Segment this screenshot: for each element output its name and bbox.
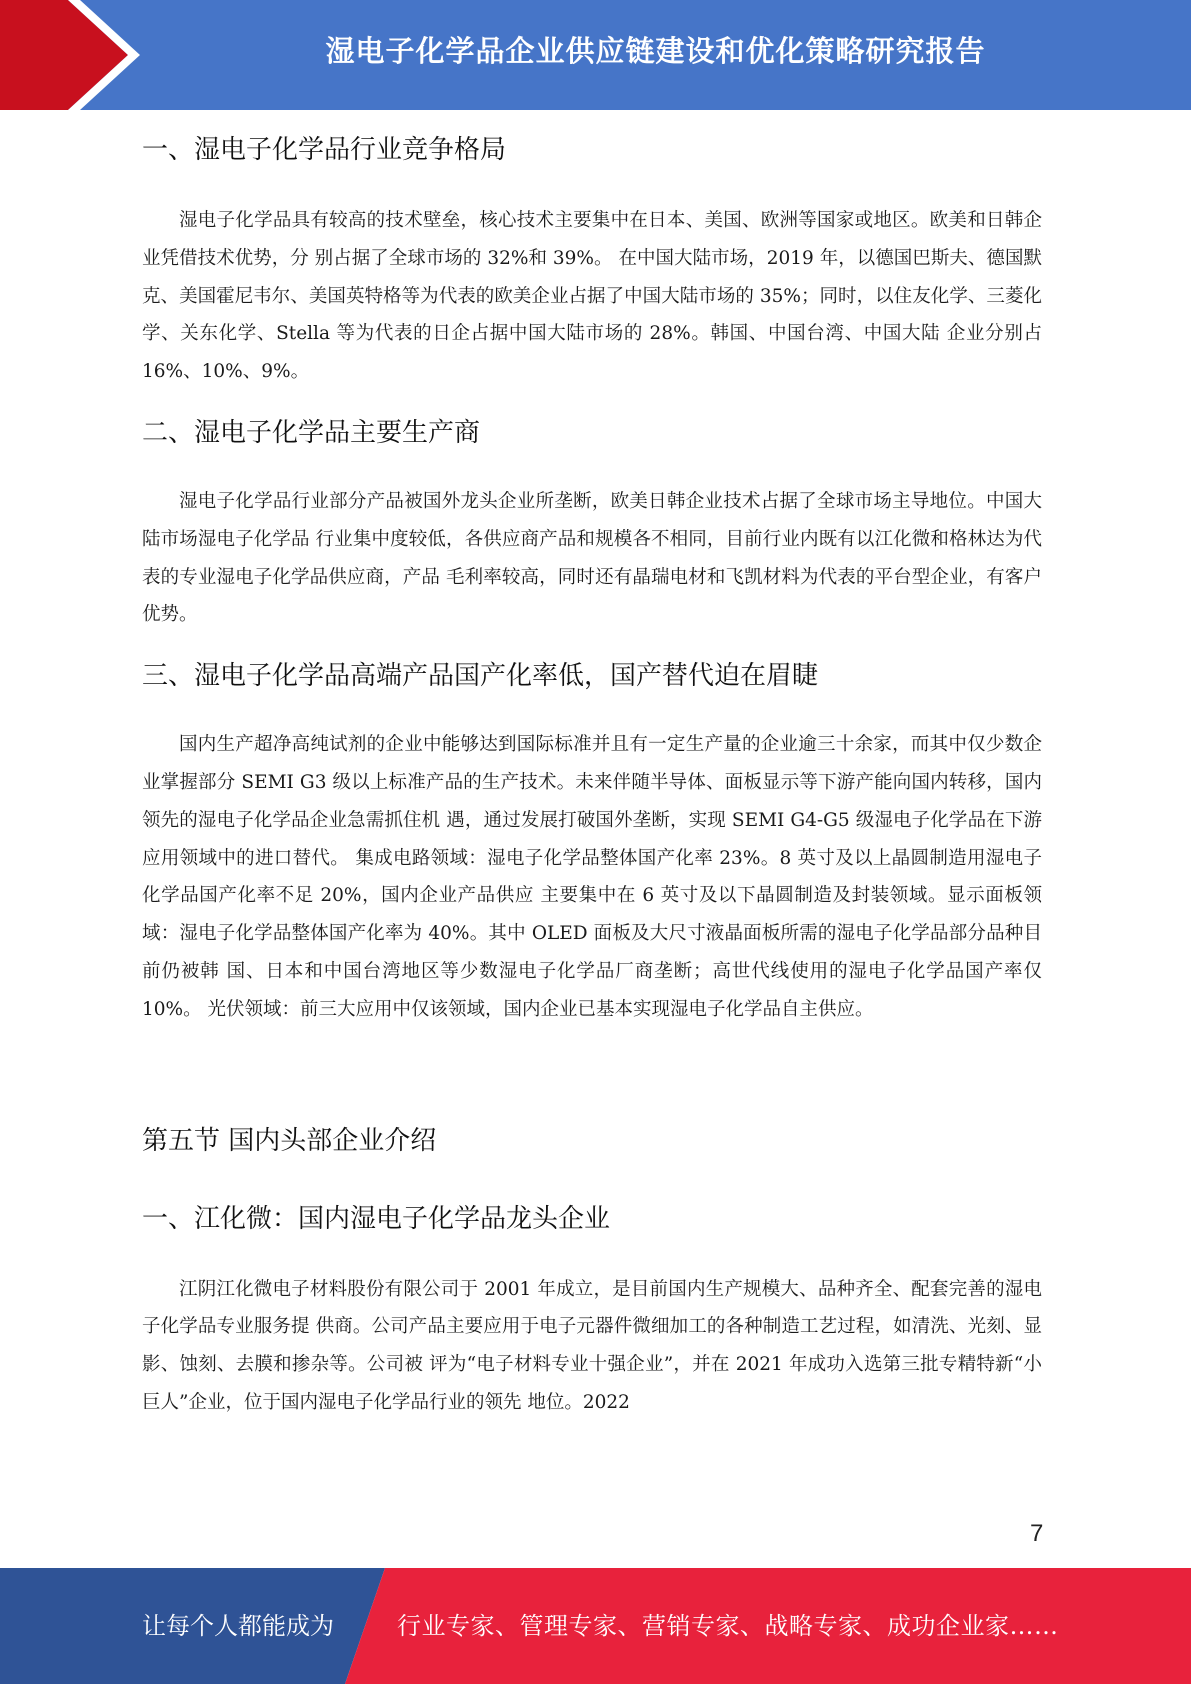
document-body <box>142 130 1042 1422</box>
header-banner <box>0 0 1191 110</box>
company-paragraph: 江阴江化微电子材料股份有限公司于 2001 年成立，是目前国内生产规模大、品种齐全、配套完善的湿电子化学品专业服务提 供商。公司产品主要应用于电子元器件微细加工的各种制造工艺过程，如清洗、光刻、显影、蚀刻、去膜和掺杂等。公司被 评为“电子材料专业十强企业”，并在 2021 年成功入选第三批专精特新“小巨人”企业，位于国内湿电子化学品行业的领先 地位。2022 <box>142 1278 1042 1413</box>
page-number: 7 <box>1030 1520 1044 1547</box>
section-heading-1: 一、湿电子化学品行业竞争格局 <box>142 135 507 165</box>
footer-banner <box>0 1568 1191 1684</box>
footer-slogan-right: 行业专家、管理专家、营销专家、战略专家、成功企业家…… <box>397 1612 1059 1640</box>
section-paragraph-3: 国内生产超净高纯试剂的企业中能够达到国际标准并且有一定生产量的企业逾三十余家，而其中仅少数企业掌握部分 SEMI G3 级以上标准产品的生产技术。未来伴随半导体、面板显示等下游产能向国内转移，国内领先的湿电子化学品企业急需抓住机 遇，通过发展打破国外垄断，实现 SEMI G4-G5 级湿电子化学品在下游应用领域中的进口替代。 集成电路领域：湿电子化学品整体国产化率 23%。8 英寸及以上晶圆制造用湿电子化学品国产化率不足 20%，国内企业产品供应 主要集中在 6 英寸及以下晶圆制造及封装领域。显示面板领域：湿电子化学品整体国产化率为 40%。其中 OLED 面板及大尺寸液晶面板所需的湿电子化学品部分品种目前仍被韩 国、日本和中国台湾地区等少数湿电子化学品厂商垄断；高世代线使用的湿电子化学品国产率仅 10%。 光伏领域：前三大应用中仅该领域，国内企业已基本实现湿电子化学品自主供应。 <box>142 734 1042 1020</box>
section-heading-2: 二、湿电子化学品主要生产商 <box>142 417 481 448</box>
section-heading-3: 三、湿电子化学品高端产品国产化率低，国产替代迫在眉睫 <box>142 661 819 692</box>
section-paragraph-1: 湿电子化学品具有较高的技术壁垒，核心技术主要集中在日本、美国、欧洲等国家或地区。欧美和日韩企业凭借技术优势，分 别占据了全球市场的 32%和 39%。 在中国大陆市场，2019 年，以德国巴斯夫、德国默克、美国霍尼韦尔、美国英特格等为代表的欧美企业占据了中国大陆市场的 35%；同时，以住友化学、三菱化学、关东化学、Stella 等为代表的日企占据中国大陆市场的 28%。韩国、中国台湾、中国大陆 企业分别占 16%、10%、9%。 <box>142 210 1042 383</box>
chapter-heading: 第五节 国内头部企业介绍 <box>142 1125 437 1156</box>
footer-slogan-left: 让每个人都能成为 <box>142 1612 334 1640</box>
company-heading: 一、江化微：国内湿电子化学品龙头企业 <box>142 1203 611 1234</box>
section-paragraph-2: 湿电子化学品行业部分产品被国外龙头企业所垄断，欧美日韩企业技术占据了全球市场主导地位。中国大陆市场湿电子化学品 行业集中度较低，各供应商产品和规模各不相同，目前行业内既有以江化微和格林达为代表的专业湿电子化学品供应商，产品 毛利率较高，同时还有晶瑞电材和飞凯材料为代表的平台型企业，有客户优势。 <box>142 490 1042 626</box>
report-title: 湿电子化学品企业供应链建设和优化策略研究报告 <box>325 34 986 68</box>
